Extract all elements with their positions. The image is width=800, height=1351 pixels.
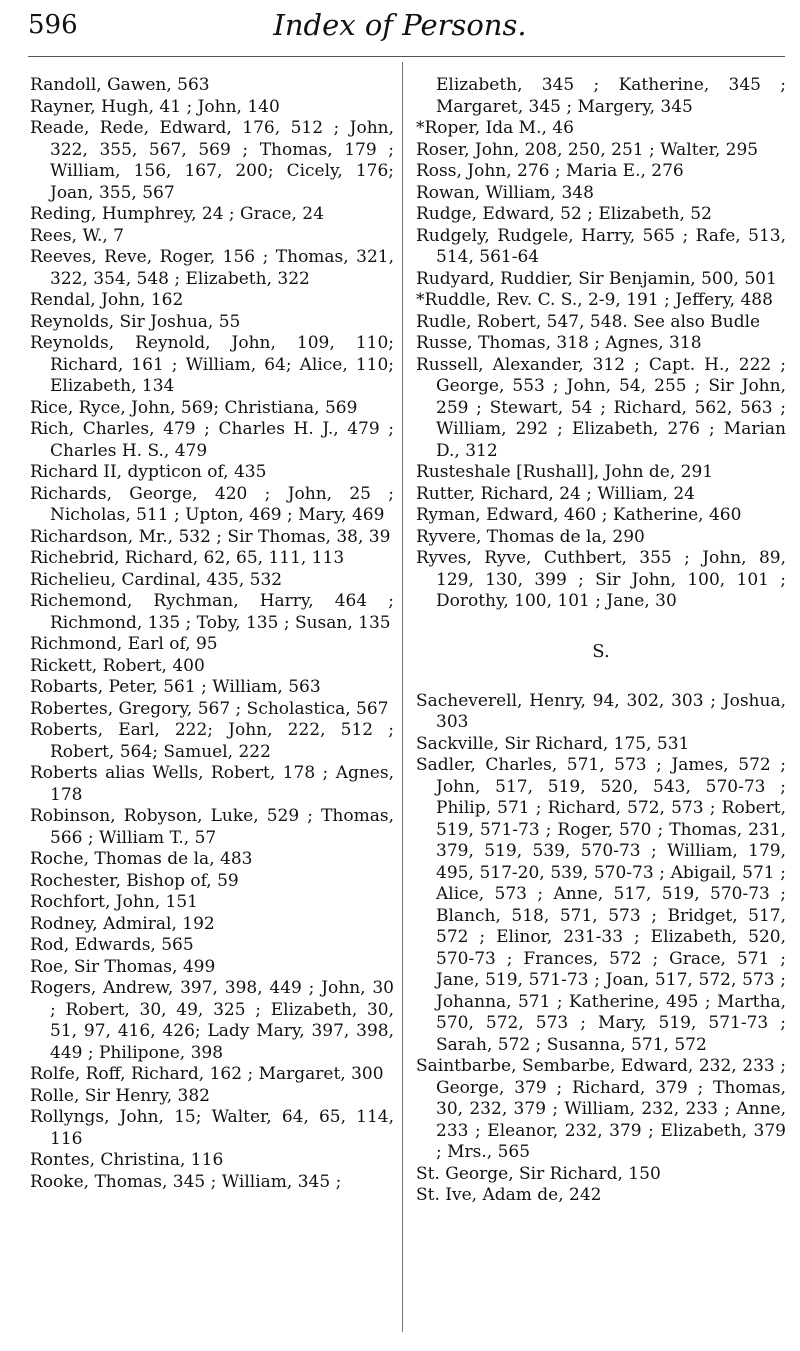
index-entry: Rowan, William, 348: [416, 182, 594, 203]
index-entry: Robinson, Robyson, Luke, 529 ; Thomas, 566 ; William T., 57: [30, 806, 394, 848]
index-entry: Rusteshale [Rushall], John de, 291: [416, 462, 714, 482]
index-entry: Rudyard, Ruddier, Sir Benjamin, 500, 501: [416, 268, 777, 289]
index-entry: Rogers, Andrew, 397, 398, 449 ; John, 30 ; Robert, 30, 49, 325 ; Elizabeth, 30, 51, 97, 416, 426; Lady Mary, 397, 398, 449 ; Philipone, 398: [30, 978, 394, 1063]
index-entry: Rochester, Bishop of, 59: [30, 870, 239, 891]
index-entry: Rice, Ryce, John, 569; Christiana, 569: [30, 397, 358, 418]
index-entry: Reade, Rede, Edward, 176, 512 ; John, 322, 355, 567, 569 ; Thomas, 179 ; William, 156, 167, 200; Cicely, 176; Joan, 355, 567: [30, 118, 394, 203]
index-entry: Rochfort, John, 151: [30, 892, 198, 912]
index-entry: Rodney, Admiral, 192: [30, 913, 215, 934]
header-rule: [28, 56, 785, 57]
index-entry: Russell, Alexander, 312 ; Capt. H., 222 ; George, 553 ; John, 54, 255 ; Sir John, 259 ; Stewart, 54 ; Richard, 562, 563 ; William, 292 ; Elizabeth, 276 ; Marian D., 312: [416, 354, 786, 461]
index-entry: Roberts alias Wells, Robert, 178 ; Agnes, 178: [30, 763, 394, 805]
index-entry: Rees, W., 7: [30, 225, 124, 246]
index-entry: Rutter, Richard, 24 ; William, 24: [416, 483, 695, 504]
index-entry: Rickett, Robert, 400: [30, 655, 205, 676]
index-entry: *Ruddle, Rev. C. S., 2-9, 191 ; Jeffery, 488: [416, 290, 773, 310]
page-number: 596: [28, 10, 78, 40]
index-entry: Reynolds, Reynold, John, 109, 110; Richard, 161 ; William, 64; Alice, 110; Elizabeth, 134: [30, 333, 394, 396]
index-entry: Rudgely, Rudgele, Harry, 565 ; Rafe, 513, 514, 561-64: [416, 225, 786, 267]
index-entry-continued: Elizabeth, 345 ; Katherine, 345 ; Margaret, 345 ; Margery, 345: [436, 75, 786, 117]
index-entry: Richemond, Rychman, Harry, 464 ; Richmond, 135 ; Toby, 135 ; Susan, 135: [30, 591, 394, 633]
index-entry: Richard II, dypticon of, 435: [30, 462, 267, 482]
index-entry: Roe, Sir Thomas, 499: [30, 956, 216, 977]
section-letter: S.: [592, 640, 610, 662]
index-entry: Roser, John, 208, 250, 251 ; Walter, 295: [416, 139, 759, 160]
running-title: Index of Persons.: [273, 8, 527, 42]
index-entry: Richelieu, Cardinal, 435, 532: [30, 569, 283, 590]
index-entry: Robarts, Peter, 561 ; William, 563: [30, 677, 321, 697]
index-entry: *Roper, Ida M., 46: [416, 118, 574, 138]
index-entry: Ryvere, Thomas de la, 290: [416, 526, 645, 547]
index-entry: Rayner, Hugh, 41 ; John, 140: [30, 96, 280, 117]
index-entry: Rolle, Sir Henry, 382: [30, 1085, 210, 1106]
index-entry: Richards, George, 420 ; John, 25 ; Nicholas, 511 ; Upton, 469 ; Mary, 469: [30, 483, 394, 525]
index-entry: Sadler, Charles, 571, 573 ; James, 572 ; John, 517, 519, 520, 543, 570-73 ; Philip, 571 ; Richard, 572, 573 ; Robert, 519, 571-73 ; Roger, 570 ; Thomas, 231, 379, 519, 539, 570-73 ; William, 179, 495, 517-20, 539, 570-73 ; Abigail, 571 ; Alice, 573 ; Anne, 517, 519, 570-73 ; Blanch, 518, 571, 573 ; Bridget, 517, 572 ; Elinor, 231-33 ; Elizabeth, 520, 570-73 ; Frances, 572 ; Grace, 571 ; Jane, 519, 571-73 ; Joan, 517, 572, 573 ; Johanna, 571 ; Katherine, 495 ; Martha, 570, 572, 573 ; Mary, 519, 571-73 ; Sarah, 572 ; Susanna, 571, 572: [416, 755, 786, 1055]
index-entry: Reynolds, Sir Joshua, 55: [30, 311, 241, 332]
right-column: [416, 75, 786, 1207]
index-entry: Richardson, Mr., 532 ; Sir Thomas, 38, 39: [30, 526, 391, 547]
index-entry: Robertes, Gregory, 567 ; Scholastica, 567: [30, 698, 389, 719]
index-entry: Rooke, Thomas, 345 ; William, 345 ;: [30, 1171, 342, 1192]
index-entry: Randoll, Gawen, 563: [30, 75, 210, 95]
column-divider: [402, 62, 403, 1332]
index-entry: Rendal, John, 162: [30, 290, 184, 310]
index-entry: Rod, Edwards, 565: [30, 935, 194, 955]
index-entry: Sacheverell, Henry, 94, 302, 303 ; Joshua, 303: [416, 690, 786, 732]
left-column: [30, 75, 394, 1193]
index-entry: Ross, John, 276 ; Maria E., 276: [416, 161, 684, 181]
index-entry: St. George, Sir Richard, 150: [416, 1163, 661, 1184]
index-entry: Saintbarbe, Sembarbe, Edward, 232, 233 ; George, 379 ; Richard, 379 ; Thomas, 30, 232, 379 ; William, 232, 233 ; Anne, 233 ; Eleanor, 232, 379 ; Elizabeth, 379 ; Mrs., 565: [416, 1056, 786, 1162]
index-entry: Ryves, Ryve, Cuthbert, 355 ; John, 89, 129, 130, 399 ; Sir John, 100, 101 ; Dorothy, 100, 101 ; Jane, 30: [416, 548, 786, 611]
page-header: [0, 0, 800, 58]
index-entry: St. Ive, Adam de, 242: [416, 1185, 602, 1205]
index-entry: Ryman, Edward, 460 ; Katherine, 460: [416, 505, 742, 525]
index-entry: Roberts, Earl, 222; John, 222, 512 ; Robert, 564; Samuel, 222: [30, 720, 394, 762]
index-entry: Rollyngs, John, 15; Walter, 64, 65, 114, 116: [30, 1107, 394, 1149]
index-entry: Rontes, Christina, 116: [30, 1150, 224, 1170]
index-entry: Russe, Thomas, 318 ; Agnes, 318: [416, 333, 702, 353]
index-entry: Richebrid, Richard, 62, 65, 111, 113: [30, 548, 345, 568]
index-entry: Sackville, Sir Richard, 175, 531: [416, 733, 690, 754]
index-entry: Richmond, Earl of, 95: [30, 634, 218, 654]
index-entry: Rudge, Edward, 52 ; Elizabeth, 52: [416, 204, 712, 224]
index-entry: Rolfe, Roff, Richard, 162 ; Margaret, 300: [30, 1064, 384, 1084]
index-entry: Reeves, Reve, Roger, 156 ; Thomas, 321, 322, 354, 548 ; Elizabeth, 322: [30, 247, 394, 289]
index-entry: Rich, Charles, 479 ; Charles H. J., 479 ; Charles H. S., 479: [30, 419, 394, 461]
index-entry: Reding, Humphrey, 24 ; Grace, 24: [30, 204, 324, 224]
index-entry: Roche, Thomas de la, 483: [30, 849, 253, 869]
index-entry: Rudle, Robert, 547, 548. See also Budle: [416, 311, 761, 332]
